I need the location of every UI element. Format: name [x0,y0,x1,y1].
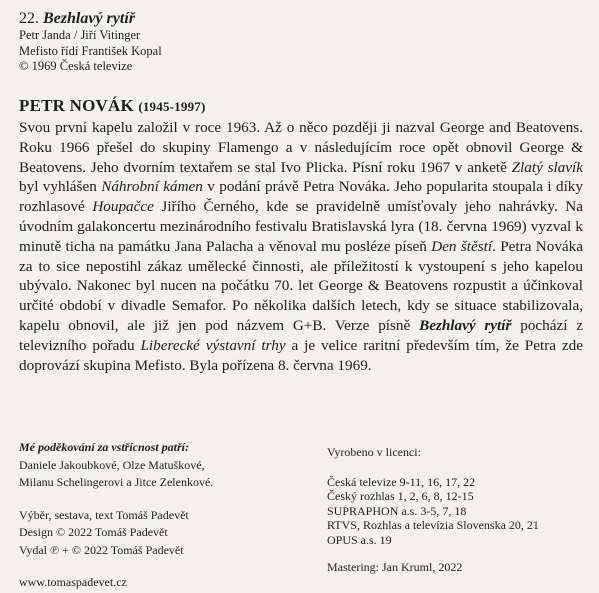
track-copyright: © 1969 Česká televize [19,59,133,73]
bio-text: Svou první kapelu založil v roce 1963. Až o něco později ji nazval George and Beatovens. Roku 1966 přešel do skupiny Flamengo a v následujícím roce opět obnovil George & Beatovens. Jeho dvorním textařem se stal Ivo Plicka. Písní roku 1967 v anketě [19,119,583,176]
bio-text: . Petra Nováka za to sice nepostihl zákaz umělecké činnosti, ale příležitostí k vystoupení s jeho kapelou ubývalo. Nakonec byl nucen na počátku 70. let George & Beatovens rozpustit a účinkoval určité období v divadle Semafor. Po několika dalších letech, kdy se situace stabilizovala, kapelu obnovil, ale již jen pod názvem G+B. Verze písně [19,237,584,334]
bio-text: pochází z televizního pořadu [19,316,583,354]
bio-italic: Liberecké výstavní trhy [140,336,286,354]
artist-heading [19,96,584,117]
bio-italic: Houpačce [92,198,154,216]
artist-section [19,96,584,375]
thanks-line: Daniele Jakoubkové, Olze Matuškové, [19,457,205,472]
artist-years: (1945-1997) [138,99,206,114]
license-item: RTVS, Rozhlas a televízia Slovenska 20, 21 [327,518,539,532]
credits-left [19,439,213,592]
track-title-line [19,10,162,28]
website-link[interactable]: www.tomaspadevet.cz [19,575,127,589]
credits-right [327,445,539,575]
track-title: Bezhlavý rytíř [43,10,135,27]
bio-italic: Den štěstí [431,237,493,255]
license-heading: Vyrobeno v licenci: [327,445,421,459]
artist-biography [19,118,583,375]
design-credit: Design © 2022 Tomáš Padevět [19,525,168,539]
license-item: OPUS a.s. 19 [327,532,392,547]
selection-credit: Výběr, sestava, text Tomáš Padevět [19,507,189,522]
bio-italic: Zlatý slavík [511,158,583,176]
track-number: 22. [19,10,39,27]
track-conductor: Mefisto řídí František Kopal [19,43,162,58]
bio-text: byl vyhlášen [19,178,102,196]
publisher-credit: Vydal ℗ + © 2022 Tomáš Padevět [19,542,184,557]
license-item: SUPRAPHON a.s. 3-5, 7, 18 [327,503,467,518]
track-info [19,10,162,75]
bio-text: v podání právě Petra Nováka. Jeho popularita stoupala i díky rozhlasové [19,178,583,216]
bio-text: a je velice raritní především tím, že Petra zde doprovází skupina Mefisto. Byla pořízena 8. června 1969. [19,336,583,374]
bio-text: Jiřího Černého, kde se pravidelně umísťovaly jeho nahrávky. Na úvodním galakoncertu mezinárodního festivalu Bratislavská lyra (18. června 1969) vyzval k minutě ticha na památku Jana Palacha a věnoval mu posléze píseň [19,198,583,255]
thanks-line: Milanu Schelingerovi a Jitce Zelenkové. [19,475,214,489]
thanks-heading: Mé poděkování za vstřícnost patří: [19,440,189,454]
license-item: Český rozhlas 1, 2, 6, 8, 12-15 [327,489,474,503]
artist-name: PETR NOVÁK [19,96,134,115]
bio-song-title: Bezhlavý rytíř [419,316,512,334]
mastering-credit: Mastering: Jan Kruml, 2022 [327,560,463,574]
license-item: Česká televize 9-11, 16, 17, 22 [327,474,476,489]
bio-italic: Náhrobní kámen [101,178,203,196]
track-authors: Petr Janda / Jiří Vitinger [19,28,141,42]
